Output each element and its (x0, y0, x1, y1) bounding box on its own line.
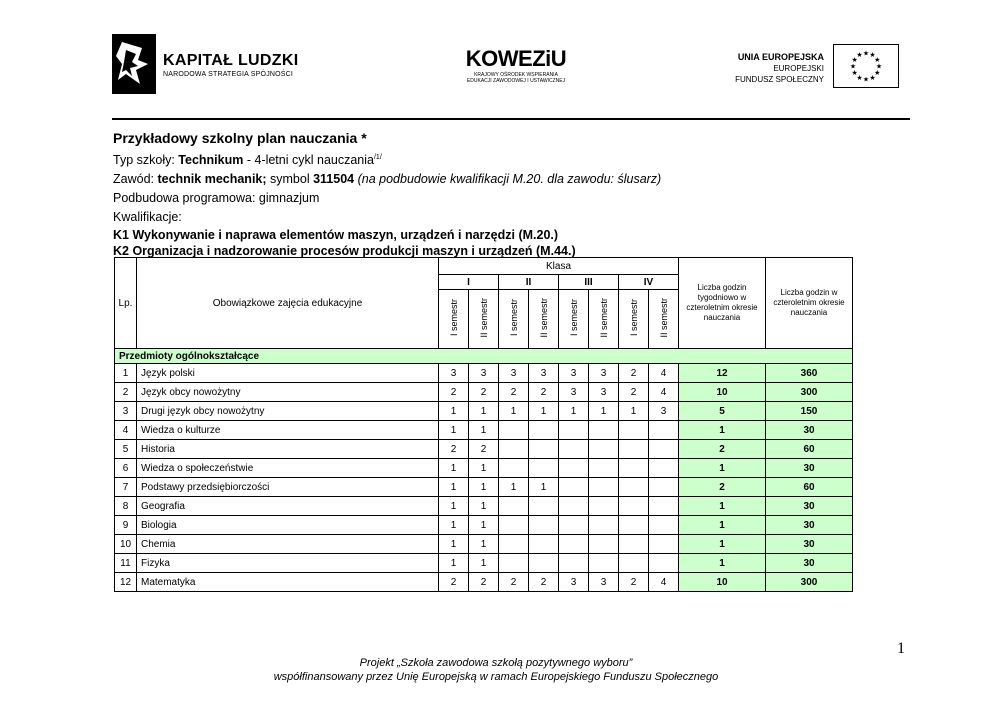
row-lp: 9 (115, 516, 137, 535)
row-lp: 2 (115, 383, 137, 402)
eu-star-icon: ★ (856, 51, 863, 60)
row-semester-hours: 1 (469, 421, 499, 440)
row-semester-hours: 2 (439, 440, 469, 459)
row-semester-hours (559, 516, 589, 535)
intro-block (113, 129, 903, 259)
total-hours-header: Liczba godzin w czteroletnim okresie nauczania (766, 258, 853, 349)
class-iv-header: IV (619, 275, 679, 290)
row-subject: Historia (137, 440, 439, 459)
row-semester-hours (589, 516, 619, 535)
eu-flag-icon (833, 44, 899, 88)
row-lp: 7 (115, 478, 137, 497)
row-semester-hours: 4 (649, 364, 679, 383)
row-semester-hours: 2 (469, 573, 499, 592)
row-semester-hours (619, 516, 649, 535)
row-semester-hours: 1 (559, 402, 589, 421)
section-title: Przedmioty ogólnokształcące (115, 349, 853, 364)
row-semester-hours (559, 554, 589, 573)
eu-line1: UNIA EUROPEJSKA (737, 52, 824, 62)
row-semester-hours (529, 516, 559, 535)
row-semester-hours (499, 535, 529, 554)
row-total-hours: 300 (766, 573, 853, 592)
semester-header: I semestr (508, 298, 519, 336)
row-semester-hours: 2 (529, 573, 559, 592)
row-lp: 4 (115, 421, 137, 440)
row-semester-hours: 1 (439, 478, 469, 497)
page-number: 1 (897, 640, 905, 657)
symbol-label: symbol (266, 172, 314, 187)
table-row (115, 573, 853, 592)
row-semester-hours: 1 (439, 554, 469, 573)
row-semester-hours: 1 (439, 497, 469, 516)
row-semester-hours (529, 459, 559, 478)
row-semester-hours (619, 497, 649, 516)
row-semester-hours (619, 440, 649, 459)
eu-star-icon: ★ (851, 69, 858, 77)
qualifications-label: Kwalifikacje: (113, 210, 182, 225)
row-semester-hours: 3 (469, 364, 499, 383)
row-weekly-hours: 12 (679, 364, 766, 383)
row-semester-hours: 1 (469, 478, 499, 497)
row-semester-hours (529, 421, 559, 440)
row-semester-hours: 1 (589, 402, 619, 421)
row-semester-hours (589, 421, 619, 440)
row-semester-hours: 1 (439, 535, 469, 554)
row-total-hours: 30 (766, 554, 853, 573)
row-total-hours: 30 (766, 459, 853, 478)
class-iii-header: III (559, 275, 619, 290)
profession-note: (na podbudowie kwalifikacji M.20. dla zawodu: ślusarz) (354, 172, 662, 187)
semester-header: I semestr (568, 298, 579, 336)
semester-header: I semestr (448, 298, 459, 336)
school-type-rest: - 4-letni cykl nauczania (243, 153, 374, 168)
weekly-hours-header: Liczba godzin tygodniowo w czteroletnim okresie nauczania (679, 258, 766, 349)
row-semester-hours: 3 (589, 383, 619, 402)
row-semester-hours (499, 554, 529, 573)
row-semester-hours: 2 (619, 573, 649, 592)
page-title: Przykładowy szkolny plan nauczania * (113, 130, 367, 146)
row-semester-hours: 2 (469, 383, 499, 402)
row-semester-hours (649, 459, 679, 478)
row-weekly-hours: 10 (679, 383, 766, 402)
footer (200, 656, 792, 684)
table-row (115, 478, 853, 497)
row-lp: 10 (115, 535, 137, 554)
row-weekly-hours: 2 (679, 478, 766, 497)
row-semester-hours (649, 516, 679, 535)
row-subject: Chemia (137, 535, 439, 554)
kapital-subtitle: NARODOWA STRATEGIA SPÓJNOŚCI (163, 71, 294, 78)
koweziu-title: KOWEZiU (465, 46, 567, 71)
footer-line1: Projekt „Szkoła zawodowa szkołą pozytywnego wyboru” (359, 657, 633, 669)
eu-star-icon: ★ (856, 73, 863, 82)
row-semester-hours (619, 478, 649, 497)
row-semester-hours (499, 440, 529, 459)
eu-star-icon: ★ (874, 56, 881, 64)
header-divider (112, 118, 910, 120)
row-semester-hours (499, 459, 529, 478)
row-semester-hours (619, 421, 649, 440)
row-semester-hours: 3 (529, 364, 559, 383)
row-semester-hours: 2 (499, 383, 529, 402)
row-weekly-hours: 10 (679, 573, 766, 592)
row-semester-hours: 1 (439, 516, 469, 535)
table-row (115, 459, 853, 478)
school-type-label: Typ szkoły: (113, 153, 179, 168)
table-row (115, 421, 853, 440)
row-subject: Drugi język obcy nowożytny (137, 402, 439, 421)
row-total-hours: 30 (766, 497, 853, 516)
row-lp: 5 (115, 440, 137, 459)
row-semester-hours (559, 478, 589, 497)
row-semester-hours: 1 (439, 402, 469, 421)
row-lp: 1 (115, 364, 137, 383)
row-semester-hours: 3 (499, 364, 529, 383)
row-semester-hours (649, 478, 679, 497)
class-i-header: I (439, 275, 499, 290)
footer-line2: współfinansowany przez Unię Europejską w ramach Europejskiego Funduszu Społecznego (273, 671, 719, 683)
row-semester-hours (649, 440, 679, 459)
koweziu-logo (456, 46, 576, 84)
row-semester-hours (499, 421, 529, 440)
row-total-hours: 60 (766, 478, 853, 497)
row-subject: Geografia (137, 497, 439, 516)
table-row (115, 364, 853, 383)
row-semester-hours: 2 (619, 383, 649, 402)
row-weekly-hours: 2 (679, 440, 766, 459)
semester-header: II semestr (538, 297, 549, 338)
row-semester-hours (529, 497, 559, 516)
row-semester-hours: 2 (619, 364, 649, 383)
row-weekly-hours: 1 (679, 459, 766, 478)
row-semester-hours (649, 497, 679, 516)
row-semester-hours (619, 554, 649, 573)
row-semester-hours: 1 (529, 402, 559, 421)
row-semester-hours: 4 (649, 573, 679, 592)
kapital-ludzki-wordmark (163, 52, 298, 78)
eu-star-icon: ★ (851, 56, 858, 64)
row-semester-hours: 3 (439, 364, 469, 383)
table-row (115, 554, 853, 573)
row-subject: Fizyka (137, 554, 439, 573)
eu-wordmark (696, 52, 824, 85)
profession-label: Zawód: (113, 172, 158, 187)
row-semester-hours (589, 440, 619, 459)
row-lp: 12 (115, 573, 137, 592)
row-semester-hours: 2 (439, 383, 469, 402)
row-total-hours: 30 (766, 535, 853, 554)
row-semester-hours (499, 497, 529, 516)
school-type-line (113, 148, 903, 170)
semester-header: I semestr (628, 298, 639, 336)
kapital-title: KAPITAŁ LUDZKI (163, 52, 299, 69)
footnote-mark: /1/ (373, 154, 382, 161)
eu-line3: FUNDUSZ SPOŁECZNY (735, 75, 824, 84)
semester-header: II semestr (478, 297, 489, 338)
row-total-hours: 60 (766, 440, 853, 459)
row-semester-hours: 1 (529, 478, 559, 497)
row-subject: Wiedza o społeczeństwie (137, 459, 439, 478)
row-weekly-hours: 1 (679, 421, 766, 440)
row-semester-hours: 1 (469, 402, 499, 421)
koweziu-subtitle-1: KRAJOWY OŚRODEK WSPIERANIA (474, 72, 558, 78)
row-semester-hours (559, 440, 589, 459)
row-semester-hours (619, 535, 649, 554)
eu-star-icon: ★ (869, 51, 876, 60)
curriculum-table (114, 257, 853, 592)
row-subject: Język polski (137, 364, 439, 383)
row-total-hours: 300 (766, 383, 853, 402)
row-semester-hours (649, 535, 679, 554)
row-semester-hours (589, 497, 619, 516)
row-semester-hours: 2 (499, 573, 529, 592)
eu-star-icon: ★ (862, 49, 870, 58)
table-row (115, 516, 853, 535)
row-total-hours: 360 (766, 364, 853, 383)
row-semester-hours (559, 497, 589, 516)
row-total-hours: 30 (766, 421, 853, 440)
eu-star-icon: ★ (874, 69, 881, 77)
table-row (115, 497, 853, 516)
row-semester-hours: 1 (469, 516, 499, 535)
semester-header: II semestr (598, 297, 609, 338)
row-semester-hours: 1 (439, 459, 469, 478)
eu-star-icon: ★ (862, 75, 870, 84)
lp-header: Lp. (115, 258, 137, 349)
row-semester-hours: 1 (469, 554, 499, 573)
row-semester-hours (529, 554, 559, 573)
koweziu-subtitle-2: EDUKACJI ZAWODOWEJ I USTAWICZNEJ (466, 78, 566, 84)
row-semester-hours: 1 (619, 402, 649, 421)
row-total-hours: 30 (766, 516, 853, 535)
qualification-k2: K2 Organizacja i nadzorowanie procesów produkcji maszyn i urządzeń (M.44.) (113, 244, 576, 259)
row-lp: 8 (115, 497, 137, 516)
klasa-header: Klasa (439, 258, 679, 275)
eu-line2: EUROPEJSKI (773, 64, 824, 73)
row-semester-hours: 4 (649, 383, 679, 402)
basis-line: Podbudowa programowa: gimnazjum (113, 191, 320, 206)
row-semester-hours (589, 459, 619, 478)
symbol: 311504 (313, 172, 355, 187)
row-semester-hours (589, 478, 619, 497)
row-weekly-hours: 1 (679, 535, 766, 554)
table-row (115, 440, 853, 459)
row-semester-hours: 1 (469, 535, 499, 554)
qualification-k1: K1 Wykonywanie i naprawa elementów maszyn, urządzeń i narzędzi (M.20.) (113, 228, 559, 243)
row-lp: 11 (115, 554, 137, 573)
row-semester-hours (589, 554, 619, 573)
row-subject: Matematyka (137, 573, 439, 592)
row-semester-hours: 2 (529, 383, 559, 402)
row-semester-hours (559, 535, 589, 554)
row-semester-hours (649, 421, 679, 440)
row-semester-hours: 2 (439, 573, 469, 592)
row-semester-hours: 1 (439, 421, 469, 440)
table-row (115, 402, 853, 421)
row-semester-hours (559, 459, 589, 478)
row-semester-hours: 1 (499, 402, 529, 421)
row-weekly-hours: 5 (679, 402, 766, 421)
row-weekly-hours: 1 (679, 497, 766, 516)
eu-star-icon: ★ (875, 62, 883, 71)
semester-header: II semestr (658, 297, 669, 338)
row-total-hours: 150 (766, 402, 853, 421)
row-semester-hours: 1 (469, 459, 499, 478)
row-semester-hours (529, 535, 559, 554)
eu-star-icon: ★ (869, 73, 876, 82)
row-semester-hours: 3 (559, 364, 589, 383)
eu-star-icon: ★ (849, 62, 857, 71)
row-weekly-hours: 1 (679, 516, 766, 535)
row-semester-hours (499, 516, 529, 535)
row-semester-hours: 3 (589, 364, 619, 383)
row-semester-hours (619, 459, 649, 478)
row-semester-hours (559, 421, 589, 440)
school-type: Technikum (178, 153, 244, 168)
row-lp: 3 (115, 402, 137, 421)
row-semester-hours (589, 535, 619, 554)
row-semester-hours: 3 (589, 573, 619, 592)
row-semester-hours (529, 440, 559, 459)
row-lp: 6 (115, 459, 137, 478)
class-ii-header: II (499, 275, 559, 290)
row-subject: Biologia (137, 516, 439, 535)
row-semester-hours: 3 (559, 573, 589, 592)
row-subject: Wiedza o kulturze (137, 421, 439, 440)
subjects-header: Obowiązkowe zajęcia edukacyjne (137, 258, 439, 349)
row-semester-hours: 2 (469, 440, 499, 459)
row-semester-hours: 3 (649, 402, 679, 421)
profession: technik mechanik; (157, 172, 267, 187)
profession-line (113, 170, 903, 189)
row-subject: Język obcy nowożytny (137, 383, 439, 402)
row-weekly-hours: 1 (679, 554, 766, 573)
row-subject: Podstawy przedsiębiorczości (137, 478, 439, 497)
table-row (115, 383, 853, 402)
row-semester-hours: 1 (499, 478, 529, 497)
row-semester-hours: 3 (559, 383, 589, 402)
row-semester-hours: 1 (469, 497, 499, 516)
kapital-ludzki-logo (112, 34, 156, 94)
row-semester-hours (649, 554, 679, 573)
table-row (115, 535, 853, 554)
